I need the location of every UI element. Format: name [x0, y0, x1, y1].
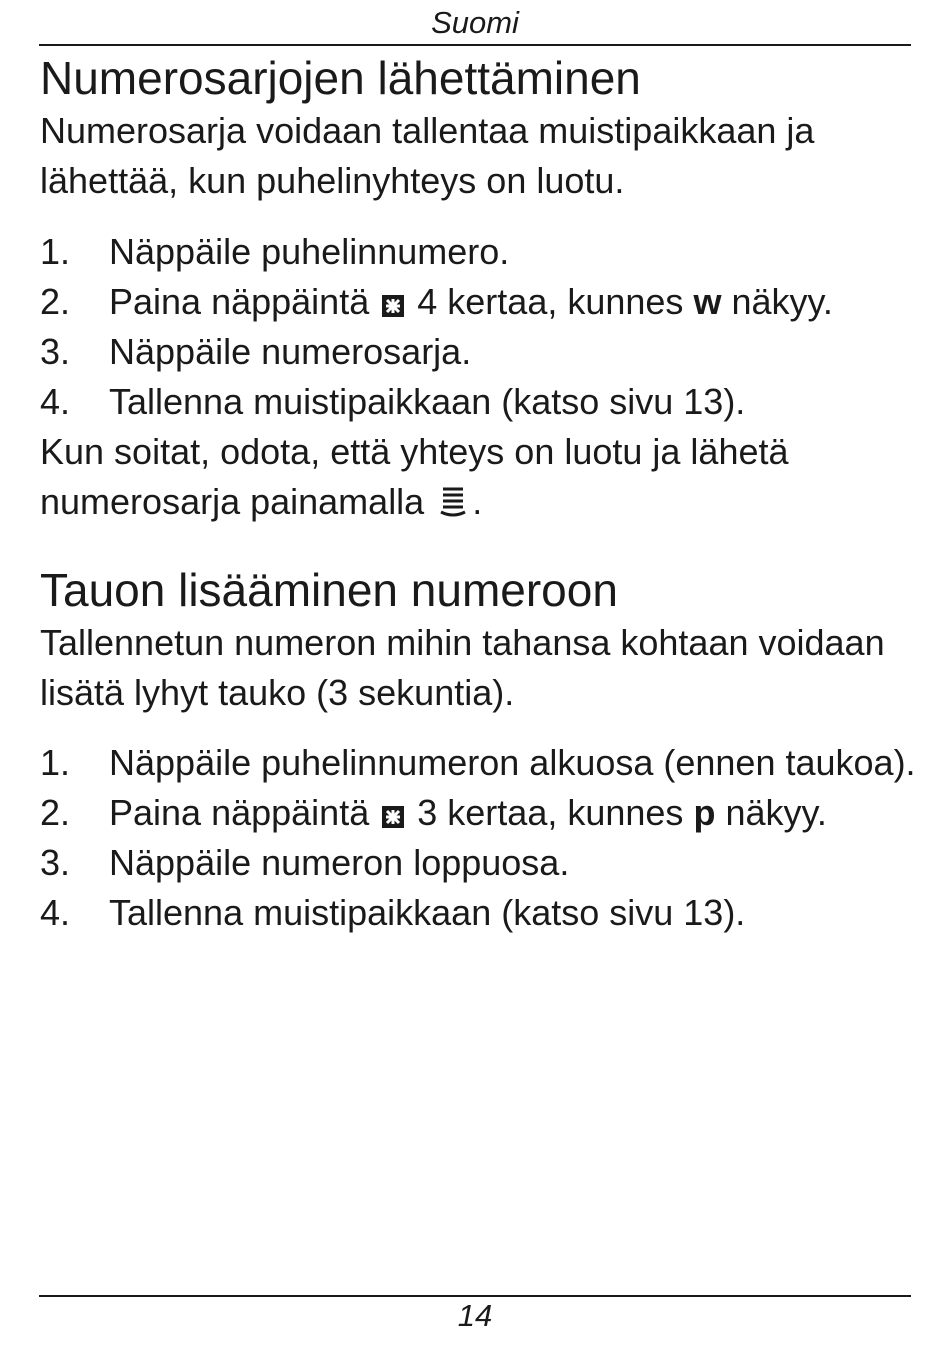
- page-content: [40, 50, 920, 938]
- header-divider: [39, 44, 911, 46]
- step-text: [109, 788, 920, 838]
- step-bold-char: p: [693, 792, 716, 833]
- step-item: [40, 277, 920, 327]
- step-item: [40, 227, 920, 277]
- step-text: Tallenna muistipaikkaan (katso sivu 13).: [109, 892, 746, 933]
- step-bold-char: w: [693, 281, 722, 322]
- step-number: 3.: [40, 842, 71, 883]
- section-note: [40, 427, 920, 527]
- step-number: 1.: [40, 231, 71, 272]
- star-key-icon: [382, 295, 404, 317]
- step-item: [40, 327, 920, 377]
- step-text: Tallenna muistipaikkaan (katso sivu 13).: [109, 381, 746, 422]
- step-number: 4.: [40, 892, 71, 933]
- step-text-before: Paina näppäintä: [109, 792, 370, 833]
- step-text: Näppäile numerosarja.: [109, 331, 472, 372]
- step-text: Näppäile numeron loppuosa.: [109, 842, 570, 883]
- star-key-icon: [382, 806, 404, 828]
- step-number: 1.: [40, 742, 71, 783]
- spacer: [40, 206, 920, 227]
- section-title: Numerosarjojen lähettäminen: [40, 52, 641, 104]
- step-text: [109, 277, 920, 327]
- step-text-before: Paina näppäintä: [109, 281, 370, 322]
- steps-list: [40, 227, 920, 427]
- note-end: .: [472, 481, 483, 522]
- step-text: Näppäile puhelinnumero.: [109, 231, 510, 272]
- section-send-number-series: [40, 50, 920, 527]
- step-number: 3.: [40, 331, 71, 372]
- note-text: Kun soitat, odota, että yhteys on luotu ja lähetä numerosarja painamalla: [40, 431, 789, 522]
- step-number: 4.: [40, 381, 71, 422]
- steps-list: [40, 738, 920, 938]
- section-title: Tauon lisääminen numeroon: [40, 564, 618, 616]
- step-item: [40, 738, 920, 788]
- step-text-end: näkyy.: [731, 281, 833, 322]
- step-item: [40, 788, 920, 838]
- step-text-after: 4 kertaa, kunnes: [417, 281, 684, 322]
- spacer: [40, 718, 920, 738]
- page-number: 14: [457, 1298, 493, 1333]
- menu-key-icon: [437, 485, 469, 517]
- step-text-after: 3 kertaa, kunnes: [417, 792, 684, 833]
- section-intro: Numerosarja voidaan tallentaa muistipaikkaan ja lähettää, kun puhelinyhteys on luotu.: [40, 110, 815, 201]
- header-language: Suomi: [431, 5, 519, 40]
- step-number: 2.: [40, 281, 71, 322]
- step-item: [40, 888, 920, 938]
- step-text-end: näkyy.: [725, 792, 827, 833]
- spacer: [40, 527, 920, 562]
- step-number: 2.: [40, 792, 71, 833]
- step-text: Näppäile puhelinnumeron alkuosa (ennen taukoa).: [109, 742, 916, 783]
- section-intro: Tallennetun numeron mihin tahansa kohtaan voidaan lisätä lyhyt tauko (3 sekuntia).: [40, 622, 885, 713]
- step-item: [40, 377, 920, 427]
- section-add-pause: [40, 562, 920, 938]
- step-item: [40, 838, 920, 888]
